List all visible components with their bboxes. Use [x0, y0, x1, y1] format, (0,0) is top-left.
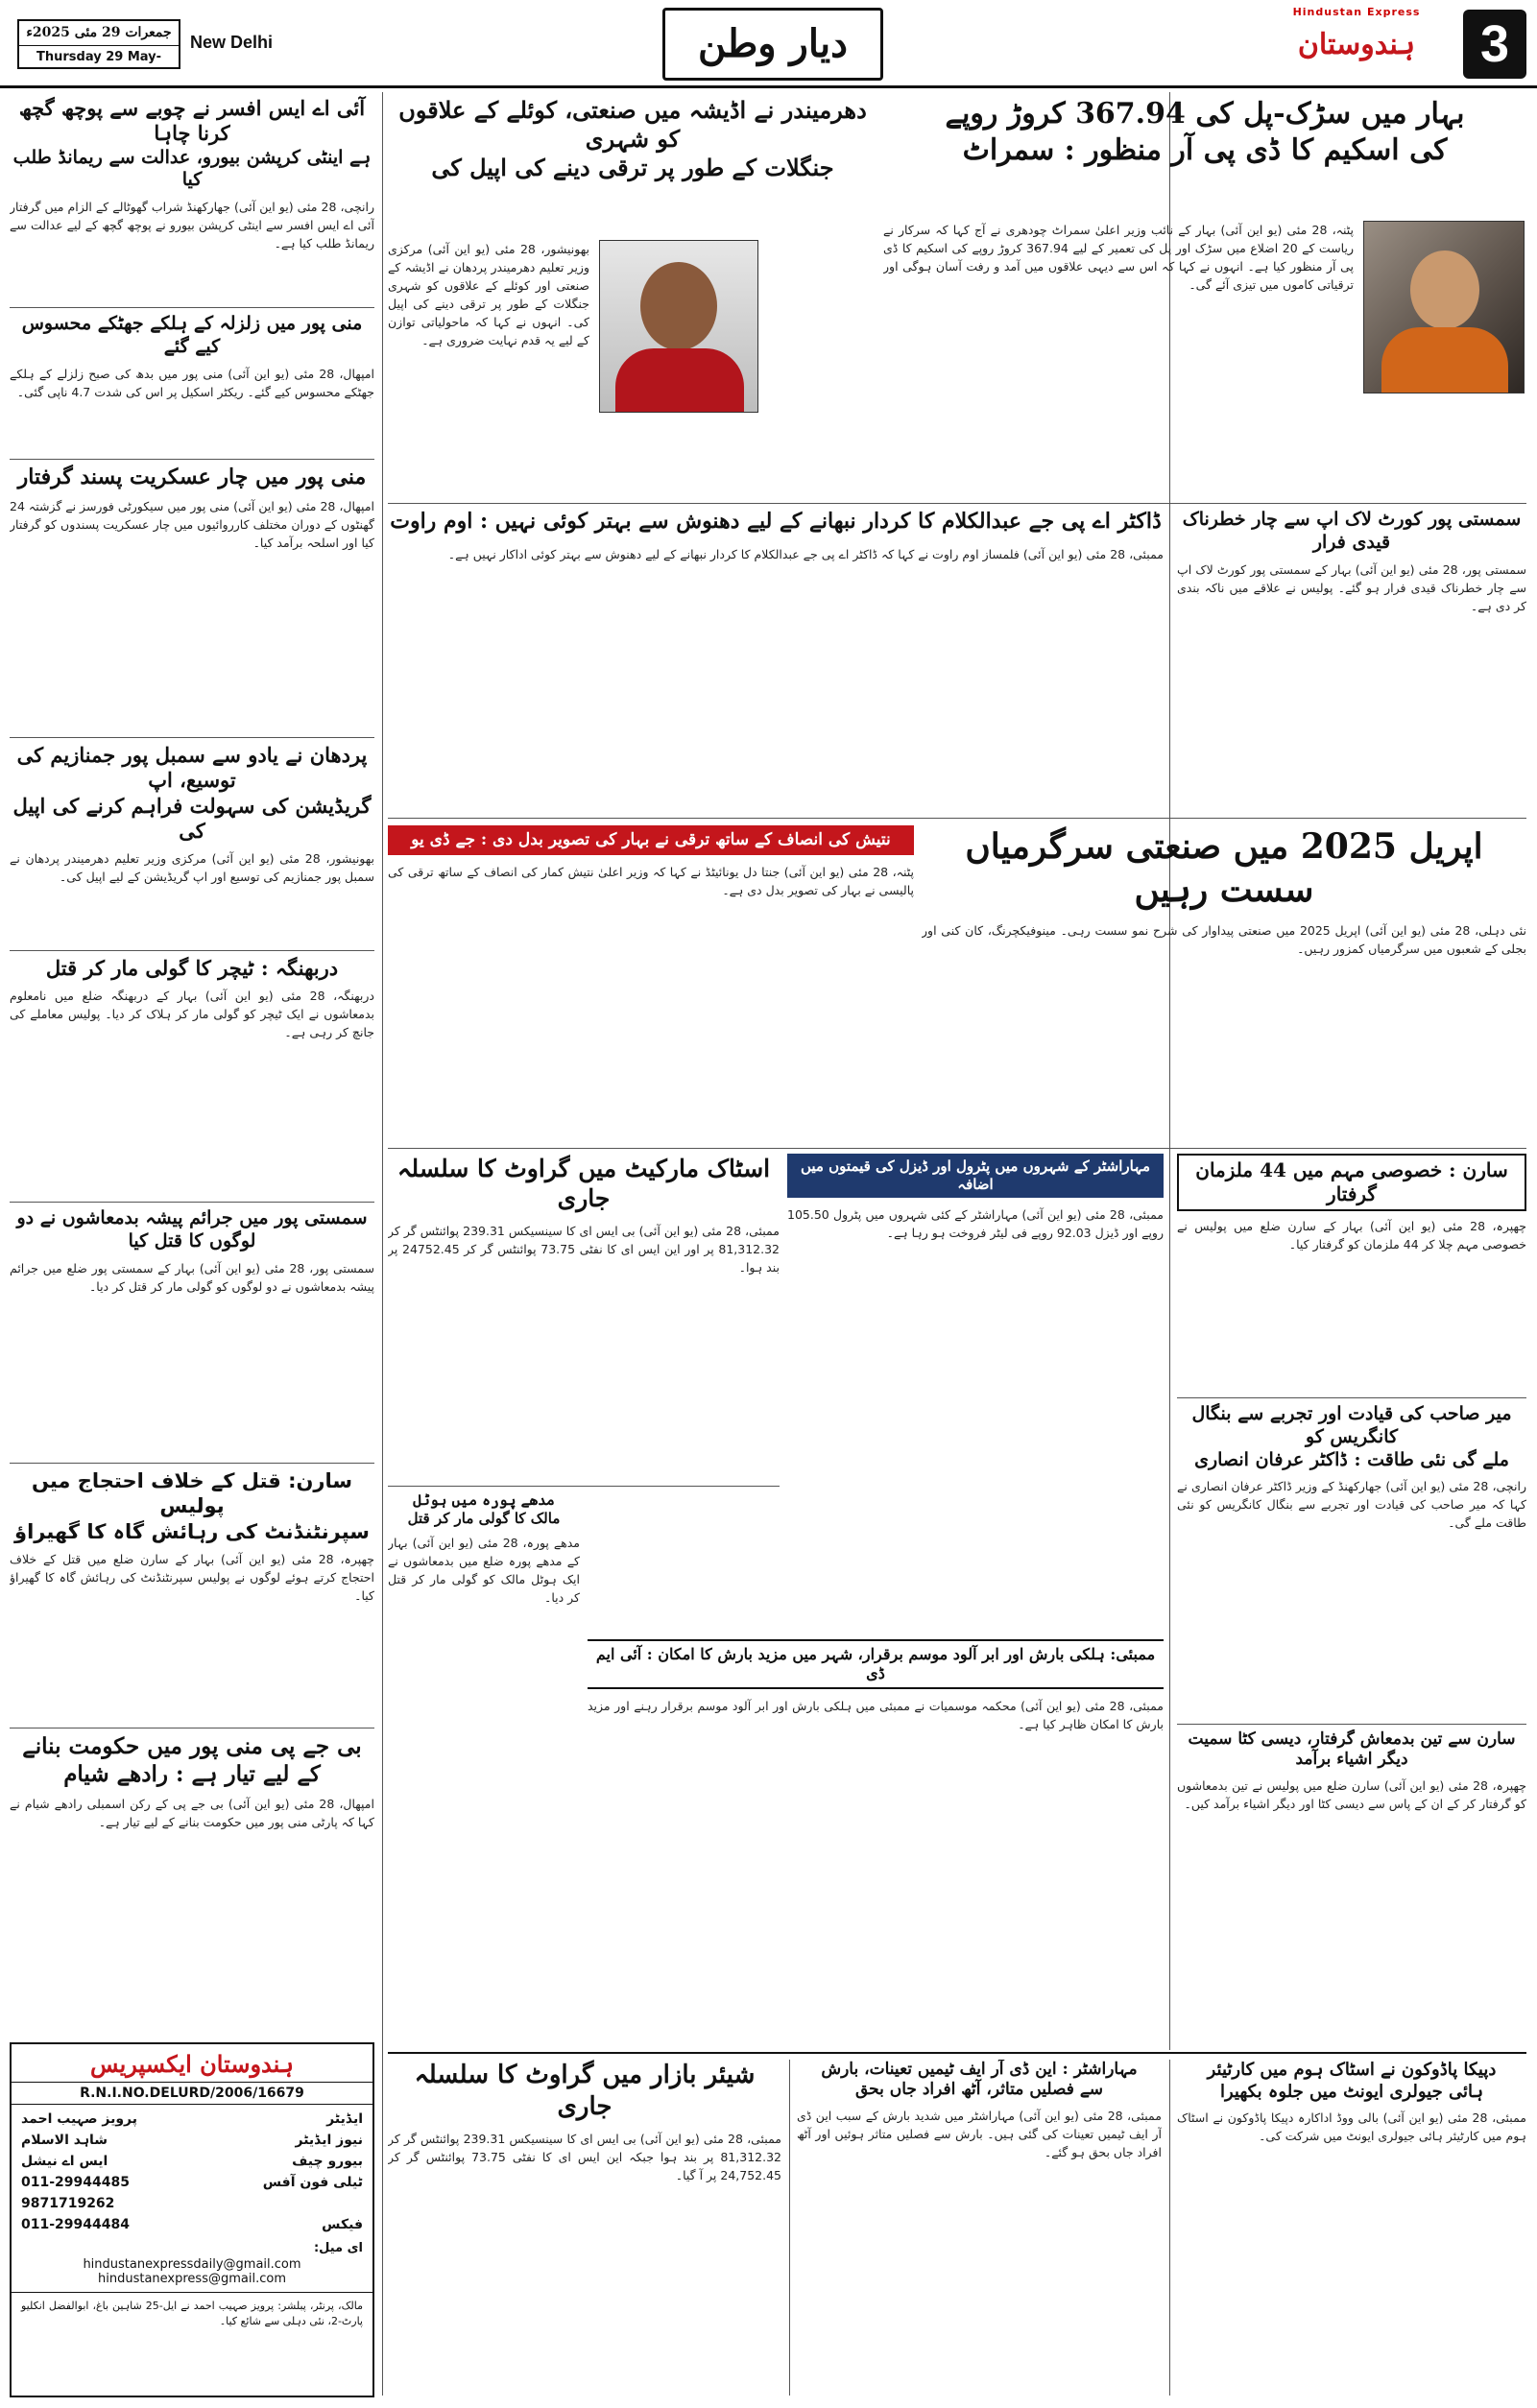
article-saran-protest: [10, 1468, 374, 1723]
article-headline: سارن : خصوصی مہم میں 44 ملزمان گرفتار: [1177, 1154, 1526, 1211]
article-headline: میر صاحب کی قیادت اور تجربے سے بنگال کانگریس کو: [1191, 1403, 1512, 1447]
person-head: [640, 262, 717, 350]
article-body: امپھال، 28 مئی (یو این آئی) بی جے پی کے رکن اسمبلی رادھے شیام نے کہا کہ پارٹی منی پور میں حکومت بنانے کے لیے تیار ہے۔: [10, 1796, 374, 1829]
article-body: ممبئی، 28 مئی (یو این آئی) بی ایس ای کا سینسیکس 239.31 پوائنٹس گر کر 81,312.32 پر اور این ایس ای کا نفٹی 73.75 پوائنٹس گر کر 24752.45 پر بند ہوا۔: [388, 1223, 780, 1275]
imprint-row: [21, 2109, 363, 2130]
article-body: چھپرہ، 28 مئی (یو این آئی) سارن ضلع میں پولیس نے تین بدمعاشوں کو گرفتار کر کے ان کے پاس سے دیسی کٹا اور دیگر اشیاء برآمد کیں۔: [1177, 1777, 1526, 1811]
article-headline: اپریل 2025 میں صنعتی سرگرمیاں سست رہیں: [965, 826, 1483, 910]
article-headline: دربھنگہ : ٹیچر کا گولی مار کر قتل: [45, 956, 339, 980]
article-body: ممبئی، 28 مئی (یو این آئی) محکمہ موسمیات نے ممبئی میں ہلکی بارش اور ابر آلود موسم برقرار رہنے اور مزید بارش کا امکان ظاہر کیا ہے۔: [588, 1699, 1164, 1731]
article-bengal-congress: [1177, 1403, 1526, 1720]
article-headline: نتیش کی انصاف کے ساتھ ترقی نے بہار کی تصویر بدل دی : جے ڈی یو: [388, 825, 914, 855]
article-body: سمستی پور، 28 مئی (یو این آئی) بہار کے سمستی پور ضلع میں جرائم پیشہ بدمعاشوں نے دو لوگوں کو گولی مار کر قتل کر دیا۔: [10, 1260, 374, 1294]
imprint-box: [10, 2042, 374, 2397]
imprint-row-label: ایڈیٹر: [326, 2111, 363, 2127]
imprint-rni: R.N.I.NO.DELURD/2006/16679: [12, 2082, 372, 2105]
article-bihar: [883, 96, 1526, 499]
article-headline: اسٹاک مارکیٹ میں گراوٹ کا سلسلہ جاری: [396, 1155, 771, 1213]
article-body: ممبئی، 28 مئی (یو این آئی) فلمساز اوم راوت نے کہا کہ ڈاکٹر اے پی جے عبدالکلام کا کردار نبھانے کے لیے دھنوش سے بہتر کوئی اداکار نہیں ہے۔: [447, 546, 1164, 561]
article-headline: آئی اے ایس افسر نے چوبے سے پوچھ گچھ کرنا چاہا: [18, 96, 366, 146]
imprint-row-label: بیورو چیف: [292, 2154, 363, 2169]
article-headline: ملے گی نئی طاقت : ڈاکٹر عرفان انصاری: [1194, 1448, 1509, 1470]
date-box: [17, 19, 180, 69]
article-stock-mid: [388, 1154, 780, 1480]
article-deepika: [1177, 2060, 1526, 2396]
article-divider: [1177, 1397, 1526, 1398]
article-headline: سمستی پور کورٹ لاک اپ سے چار خطرناک قیدی فرار: [1182, 509, 1522, 553]
article-headline: پردھان نے یادو سے سمبل پور جمنازیم کی توسیع، اپ: [16, 743, 368, 793]
imprint-row-value: ایس اے نیشل: [21, 2154, 108, 2169]
article-headline: سمستی پور میں جرائم پیشہ بدمعاشوں نے دو لوگوں کا قتل کیا: [16, 1207, 368, 1252]
article-headline: ممبئی: ہلکی بارش اور ابر آلود موسم برقرار، شہر میں مزید بارش کا امکان : آئی ایم ڈی: [588, 1639, 1164, 1689]
imprint-email-label: ای میل:: [313, 2241, 363, 2255]
article-body: بھونیشور، 28 مئی (یو این آئی) مرکزی وزیر تعلیم دھرمیندر پردھان نے اڈیشہ کے صنعتی اور کوئلے کے علاقوں کو شہری جنگلات کے طور پر ترقی دینے کی اپیل کی۔ انہوں نے کہا کہ ماحولیاتی توازن کے لیے یہ قدم نہایت ضروری ہے۔: [388, 242, 589, 347]
article-body: چھپرہ، 28 مئی (یو این آئی) بہار کے سارن ضلع میں پولیس نے خصوصی مہم چلا کر 44 ملزمان کو گرفتار کیا۔: [1177, 1219, 1526, 1252]
article-body: چھپرہ، 28 مئی (یو این آئی) بہار کے سارن ضلع میں قتل کے خلاف احتجاج کرتے ہوئے لوگوں نے پولیس سپرنٹنڈنٹ کی رہائش گاہ کا گھیراؤ کیا۔: [10, 1551, 374, 1603]
article-manipur-quake: [10, 313, 374, 457]
article-stock-bottom: [388, 2060, 781, 2396]
article-body: ممبئی، 28 مئی (یو این آئی) بی ایس ای کا سینسیکس 239.31 پوائنٹس گر کر 81,312.32 پر بند ہوا جبکہ این ایس ای کا نفٹی 73.75 پوائنٹس گر کر 24,752.45 پر آ گیا۔: [388, 2132, 781, 2182]
imprint-logo: ہندوستان ایکسپریس: [90, 2050, 294, 2078]
article-hotel-murder: [388, 1491, 580, 1875]
article-divider: [1177, 1724, 1526, 1725]
article-body: رانچی، 28 مئی (یو این آئی) جھارکھنڈ شراب گھوٹالے کے الزام میں گرفتار آئی اے ایس افسر سے اینٹی کرپشن بیورو نے پوچھ گچھ کے لیے عدالت سے ریمانڈ طلب کیا ہے۔: [10, 200, 374, 250]
article-divider: [10, 307, 374, 308]
section-title: دیار وطن: [698, 21, 848, 66]
imprint-row-label: نیوز ایڈیٹر: [295, 2133, 363, 2148]
article-headline: گریڈیشن کی سہولت فراہم کرنے کی اپیل کی: [12, 793, 372, 843]
date-urdu: جمعرات 29 مئی 2025ء: [19, 21, 179, 46]
article-body: امپھال، 28 مئی (یو این آئی) منی پور میں سیکورٹی فورسز نے گزشتہ 24 گھنٹوں کے دوران مختلف کارروائیوں میں چار عسکریت پسندوں کو گرفتار کیا اور اسلحہ برآمد کیا۔: [10, 498, 374, 550]
column-divider: [382, 92, 383, 2396]
article-headline: مدھے پورہ میں ہوٹل: [413, 1491, 555, 1509]
article-body: رانچی، 28 مئی (یو این آئی) جھارکھنڈ کے وزیر ڈاکٹر عرفان انصاری نے کہا کہ میر صاحب کی قیادت اور تجربے سے بنگال کانگریس کو نئی طاقت ملے گی۔: [1177, 1479, 1526, 1531]
article-headline: مہاراشٹر : این ڈی آر ایف ٹیمیں تعینات، بارش: [821, 2060, 1138, 2079]
imprint-rows: [12, 2105, 372, 2239]
imprint-row-value: 011-29944485: [21, 2175, 130, 2190]
imprint-row-label: فیکس: [322, 2217, 363, 2232]
imprint-row-value: 011-29944484: [21, 2217, 130, 2232]
article-divider: [388, 503, 1526, 504]
article-headline: مہاراشٹر کے شہروں میں پٹرول اور ڈیزل کی قیمتوں میں اضافہ: [787, 1154, 1164, 1198]
article-manipur-arrest: [10, 465, 374, 733]
brand-logo: [1256, 6, 1457, 83]
article-samastipur-escape: [1177, 509, 1526, 749]
imprint-email[interactable]: hindustanexpress@gmail.com: [98, 2272, 286, 2286]
article-maharashtra-ndrf: [797, 2060, 1162, 2396]
article-darbhanga: [10, 956, 374, 1196]
article-body: ممبئی، 28 مئی (یو این آئی) مہاراشٹر میں شدید بارش کے سبب این ڈی آر ایف ٹیمیں تعینات کی گئی ہیں۔ بارش سے فصلیں متاثر ہوئیں اور آٹھ افراد جاں بحق ہو گئے۔: [797, 2108, 1162, 2159]
article-headline: ہے اینٹی کرپشن بیورو، عدالت سے ریمانڈ طلب کیا: [12, 146, 372, 191]
article-body: سمستی پور، 28 مئی (یو این آئی) بہار کے سمستی پور کورٹ لاک اپ سے چار خطرناک قیدی فرار ہو گئے۔ پولیس نے علاقے میں ناکہ بندی کر دی ہے۔: [1177, 561, 1526, 613]
article-body: دربھنگہ، 28 مئی (یو این آئی) بہار کے دربھنگہ ضلع میں نامعلوم بدمعاشوں نے ایک ٹیچر کو گولی مار کر ہلاک کر دیا۔ پولیس معاملے کی جانچ کر رہی ہے۔: [10, 989, 374, 1040]
news-photo-pradhan: [599, 240, 758, 413]
section-title-box: [662, 8, 883, 81]
article-fuel: [787, 1154, 1164, 1633]
article-divider: [10, 1202, 374, 1203]
imprint-row: [21, 2151, 363, 2172]
article-body: پٹنہ، 28 مئی (یو این آئی) جنتا دل یونائیٹڈ نے کہا کہ وزیر اعلیٰ نتیش کمار کی انصاف کے ساتھ ترقی کی پالیسی نے بہار کی تصویر بدل دی ہے۔: [388, 865, 914, 898]
article-bjp-manipur: [10, 1733, 374, 2021]
article-divider: [10, 1463, 374, 1464]
article-body: ممبئی، 28 مئی (یو این آئی) مہاراشٹر کے کئی شہروں میں پٹرول 105.50 روپے اور ڈیزل 92.03 روپے فی لیٹر فروخت ہو رہا ہے۔: [787, 1206, 1164, 1240]
imprint-row: [21, 2130, 363, 2151]
city-label: New Delhi: [190, 33, 274, 52]
article-divider: [10, 950, 374, 951]
imprint-row: [21, 2214, 363, 2235]
red-kurta: [615, 348, 744, 413]
article-headline: منی پور میں چار عسکریت پسند گرفتار: [17, 465, 367, 489]
article-headline: سپرنٹنڈنٹ کی رہائش گاہ کا گھیراؤ: [14, 1519, 370, 1543]
article-divider: [388, 2052, 1526, 2054]
person-head: [1410, 250, 1479, 329]
column-divider: [789, 2060, 790, 2396]
brand-urdu: ہندوستان: [1297, 28, 1416, 61]
article-kalam: [388, 509, 1164, 816]
article-headline: منی پور میں زلزلہ کے ہلکے جھٹکے محسوس کیے گئے: [21, 313, 363, 357]
article-headline: مالک کا گولی مار کر قتل: [407, 1509, 561, 1527]
article-body: ممبئی، 28 مئی (یو این آئی) بالی ووڈ اداکارہ دپیکا پاڈوکون نے اسٹاک ہوم میں کارٹیئر ہائی جیولری ایونٹ میں شرکت کی۔: [1177, 2110, 1526, 2143]
column-divider: [1169, 2060, 1170, 2396]
saffron-robe: [1381, 327, 1508, 393]
news-photo-samrat: [1363, 221, 1525, 393]
imprint-row-value: 9871719262: [21, 2196, 115, 2211]
article-body: نئی دہلی، 28 مئی (یو این آئی) اپریل 2025 میں صنعتی پیداوار کی شرح نمو سست رہی۔ مینوفیکچرنگ، کان کنی اور بجلی کے شعبوں میں سرگرمیاں کمزور رہیں۔: [922, 923, 1526, 956]
masthead: [0, 0, 1537, 88]
imprint-row: [21, 2193, 363, 2214]
imprint-row-label: ٹیلی فون آفس: [262, 2175, 363, 2190]
article-divider: [10, 1728, 374, 1729]
imprint-email[interactable]: hindustanexpressdaily@gmail.com: [83, 2257, 301, 2272]
article-body: بھونیشور، 28 مئی (یو این آئی) مرکزی وزیر تعلیم دھرمیندر پردھان نے سمبل پور جمنازیم کی توسیع اور اپ گریڈیشن کے لیے اپیل کی۔: [10, 851, 374, 884]
date-english: Thursday 29 May-: [36, 50, 161, 64]
article-divider: [388, 1486, 780, 1487]
article-headline: جنگلات کے طور پر ترقی دینے کی اپیل کی: [431, 154, 834, 181]
article-headline: ہائی جیولری ایونٹ میں جلوہ بکھیرا: [1219, 2081, 1484, 2102]
article-headline: کی اسکیم کا ڈی پی آر منظور : سمراٹ: [962, 132, 1448, 167]
article-samastipur-murder: [10, 1207, 374, 1457]
imprint-footer-note: مالک، پرنٹر، پبلشر: پرویز صہیب احمد نے ایل-25 شاہین باغ، ابوالفضل انکلیو پارٹ-2، نئی دہلی سے شائع کیا۔: [12, 2292, 372, 2335]
page-number-value: 3: [1479, 15, 1510, 73]
article-industry: [922, 825, 1526, 1142]
brand-english: Hindustan Express: [1292, 6, 1421, 18]
article-divider: [10, 737, 374, 738]
article-saran-arrest: [1177, 1729, 1526, 2046]
article-body: پٹنہ، 28 مئی (یو این آئی) بہار کے نائب وزیر اعلیٰ سمراٹ چودھری نے آج کہا کہ سرکار نے ریاست کے 20 اضلاع میں سڑک اور پل کی تعمیر کے لیے 367.94 کروڑ روپے کی اسکیم کا ڈی پی آر منظور کیا ہے۔ انہوں نے کہا کہ اس سے دیہی علاقوں میں آمد و رفت آسان ہوگی اور ترقیاتی کاموں میں تیزی آئے گی۔: [883, 223, 1354, 292]
article-body: امپھال، 28 مئی (یو این آئی) منی پور میں بدھ کی صبح زلزلے کے ہلکے جھٹکے محسوس کیے گئے۔ ریکٹر اسکیل پر اس کی شدت 4.7 ناپی گئی۔: [10, 366, 374, 399]
article-body: مدھے پورہ، 28 مئی (یو این آئی) بہار کے مدھے پورہ ضلع میں بدمعاشوں نے ایک ہوٹل مالک کو گولی مار کر قتل کر دیا۔: [388, 1535, 580, 1605]
article-divider: [10, 459, 374, 460]
article-headline: دپیکا پاڈوکون نے اسٹاک ہوم میں کارٹیئر: [1207, 2060, 1497, 2080]
article-headline: شیئر بازار میں گراوٹ کا سلسلہ جاری: [414, 2061, 756, 2121]
article-headline: بہار میں سڑک-پل کی 367.94 کروڑ روپے: [945, 97, 1465, 131]
article-headline: ڈاکٹر اے پی جے عبدالکلام کا کردار نبھانے کے لیے دھنوش سے بہتر کوئی نہیں : اوم راوت: [390, 509, 1162, 534]
imprint-row-value: پرویز صہیب احمد: [21, 2111, 138, 2127]
article-mumbai-rain: [588, 1639, 1164, 1879]
imprint-row: [21, 2172, 363, 2193]
article-headline: بی جے پی منی پور میں حکومت بنانے: [22, 1733, 362, 1759]
article-divider: [388, 818, 1526, 819]
article-headline: کے لیے تیار ہے : رادھے شیام: [63, 1760, 321, 1787]
article-headline: سارن: قتل کے خلاف احتجاج میں پولیس: [31, 1469, 353, 1518]
article-saran-44: [1177, 1154, 1526, 1394]
article-odisha: [388, 96, 877, 499]
article-headline: سارن سے تین بدمعاش گرفتار، دیسی کٹا سمیت دیگر اشیاء برآمد: [1188, 1729, 1516, 1770]
article-divider: [388, 1148, 1526, 1149]
imprint-row-value: شاہد الاسلام: [21, 2133, 108, 2148]
page-number: [1463, 10, 1526, 79]
article-nitish: [388, 825, 914, 1142]
article-ias: [10, 96, 374, 307]
article-pradhan-gym: [10, 743, 374, 944]
article-headline: دھرمیندر نے اڈیشہ میں صنعتی، کوئلے کے علاقوں کو شہری: [398, 96, 867, 153]
article-headline: سے فصلیں متاثر، آٹھ افراد جاں بحق: [854, 2080, 1104, 2100]
